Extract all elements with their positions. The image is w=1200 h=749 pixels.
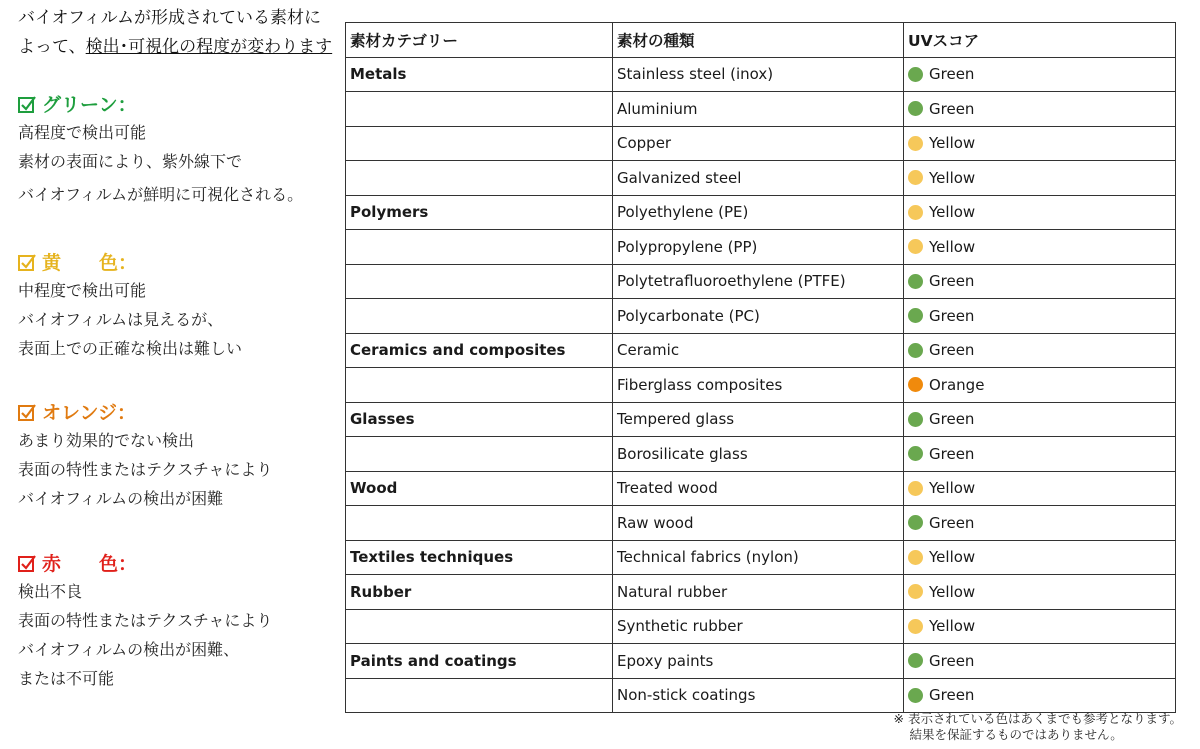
header-category: 素材カテゴリー (346, 23, 613, 58)
legend-yellow-line-2: バイオフィルムは見えるが、 (18, 310, 224, 329)
legend-red-line-4: または不可能 (18, 669, 115, 688)
table-row (346, 333, 1176, 368)
legend-red (18, 551, 338, 693)
cell-category (346, 264, 613, 299)
cell-uv-score (904, 575, 1176, 610)
cell-material: Polyethylene (PE) (613, 195, 904, 230)
score-dot-icon (908, 619, 923, 634)
score-dot-icon (908, 205, 923, 220)
uv-score (908, 203, 1175, 221)
legend-yellow-title (18, 250, 338, 276)
score-dot-icon (908, 239, 923, 254)
cell-material: Stainless steel (inox) (613, 57, 904, 92)
score-dot-icon (908, 343, 923, 358)
score-dot-icon (908, 67, 923, 82)
table-row (346, 609, 1176, 644)
cell-category: Glasses (346, 402, 613, 437)
score-dot-icon (908, 377, 923, 392)
legend-red-line-1: 検出不良 (18, 582, 83, 601)
score-label: Green (929, 65, 975, 84)
score-label: Green (929, 306, 975, 325)
score-label: Yellow (929, 617, 976, 636)
legend-orange-line-3: バイオフィルムの検出が困難 (18, 489, 224, 508)
legend-yellow (18, 250, 338, 363)
cell-material: Polytetrafluoroethylene (PTFE) (613, 264, 904, 299)
score-label: Yellow (929, 582, 976, 601)
cell-category: Rubber (346, 575, 613, 610)
cell-uv-score (904, 540, 1176, 575)
uv-score (908, 514, 1175, 532)
uv-score-table (345, 22, 1176, 713)
intro-text (18, 4, 348, 62)
cell-category: Metals (346, 57, 613, 92)
cell-uv-score (904, 195, 1176, 230)
score-dot-icon (908, 101, 923, 116)
cell-material: Galvanized steel (613, 161, 904, 196)
score-label: Green (929, 341, 975, 360)
legend-yellow-line-1: 中程度で検出可能 (18, 281, 147, 300)
cell-category (346, 609, 613, 644)
legend-yellow-line-3: 表面上での正確な検出は難しい (18, 339, 243, 358)
cell-uv-score (904, 609, 1176, 644)
legend-red-title (18, 551, 338, 577)
legend-red-label: 赤 色： (42, 553, 138, 575)
header-material: 素材の種類 (613, 23, 904, 58)
uv-score (908, 410, 1175, 428)
cell-uv-score (904, 644, 1176, 679)
intro-line-2-underlined: 検出･可視化の程度が変わります (85, 37, 333, 57)
cell-category: Wood (346, 471, 613, 506)
score-dot-icon (908, 274, 923, 289)
legend-orange-line-2: 表面の特性またはテクスチャにより (18, 460, 273, 479)
cell-category: Ceramics and composites (346, 333, 613, 368)
score-dot-icon (908, 481, 923, 496)
uv-score (908, 479, 1175, 497)
cell-material: Ceramic (613, 333, 904, 368)
cell-material: Aluminium (613, 92, 904, 127)
score-label: Green (929, 99, 975, 118)
legend-red-line-2: 表面の特性またはテクスチャにより (18, 611, 273, 630)
uv-score (908, 445, 1175, 463)
score-dot-icon (908, 688, 923, 703)
cell-category (346, 299, 613, 334)
cell-material: Borosilicate glass (613, 437, 904, 472)
legend-orange-title (18, 400, 338, 426)
score-dot-icon (908, 515, 923, 530)
cell-material: Fiberglass composites (613, 368, 904, 403)
cell-category (346, 506, 613, 541)
cell-material: Polycarbonate (PC) (613, 299, 904, 334)
cell-category (346, 368, 613, 403)
cell-uv-score (904, 368, 1176, 403)
legend-green (18, 92, 338, 209)
cell-uv-score (904, 57, 1176, 92)
score-label: Green (929, 686, 975, 705)
score-dot-icon (908, 412, 923, 427)
uv-score (908, 134, 1175, 152)
score-label: Green (929, 513, 975, 532)
table-header-row (346, 23, 1176, 58)
table-row (346, 506, 1176, 541)
score-dot-icon (908, 136, 923, 151)
score-label: Yellow (929, 168, 976, 187)
cell-material: Epoxy paints (613, 644, 904, 679)
cell-uv-score (904, 333, 1176, 368)
cell-uv-score (904, 230, 1176, 265)
uv-score (908, 686, 1175, 704)
table-row (346, 644, 1176, 679)
cell-material: Natural rubber (613, 575, 904, 610)
legend-green-line-3: バイオフィルムが鮮明に可視化される。 (18, 185, 304, 204)
score-dot-icon (908, 584, 923, 599)
cell-category: Polymers (346, 195, 613, 230)
score-label: Green (929, 410, 975, 429)
uv-score (908, 617, 1175, 635)
table-row (346, 195, 1176, 230)
table-row (346, 540, 1176, 575)
cell-material: Non-stick coatings (613, 678, 904, 713)
legend-green-line-2: 素材の表面により、紫外線下で (18, 152, 243, 171)
score-label: Orange (929, 375, 985, 394)
cell-uv-score (904, 92, 1176, 127)
score-label: Green (929, 444, 975, 463)
table-row (346, 575, 1176, 610)
cell-uv-score (904, 161, 1176, 196)
score-label: Green (929, 651, 975, 670)
intro-line-2 (18, 33, 348, 62)
uv-score (908, 272, 1175, 290)
legend-green-line-1: 高程度で検出可能 (18, 123, 147, 142)
cell-uv-score (904, 437, 1176, 472)
cell-uv-score (904, 678, 1176, 713)
cell-category (346, 161, 613, 196)
uv-score (908, 238, 1175, 256)
cell-category: Textiles techniques (346, 540, 613, 575)
table-row (346, 678, 1176, 713)
score-label: Yellow (929, 203, 976, 222)
uv-score (908, 169, 1175, 187)
legend-red-line-3: バイオフィルムの検出が困難、 (18, 640, 240, 659)
uv-score (908, 65, 1175, 83)
cell-uv-score (904, 126, 1176, 161)
score-dot-icon (908, 170, 923, 185)
score-dot-icon (908, 446, 923, 461)
table-row (346, 57, 1176, 92)
cell-uv-score (904, 506, 1176, 541)
table-row (346, 92, 1176, 127)
intro-line-2-prefix: よって、 (18, 37, 86, 57)
table-row (346, 368, 1176, 403)
table-row (346, 471, 1176, 506)
table-row (346, 437, 1176, 472)
score-label: Green (929, 272, 975, 291)
intro-line-1: バイオフィルムが形成されている素材に (18, 8, 321, 28)
disclaimer-line-2: 結果を保証するものではありません。 (909, 727, 1123, 742)
table-row (346, 299, 1176, 334)
cell-uv-score (904, 471, 1176, 506)
legend-orange (18, 400, 338, 513)
uv-score (908, 652, 1175, 670)
uv-score (908, 583, 1175, 601)
cell-material: Copper (613, 126, 904, 161)
checkbox-checked-icon (18, 555, 36, 573)
cell-material: Raw wood (613, 506, 904, 541)
cell-material: Technical fabrics (nylon) (613, 540, 904, 575)
cell-material: Polypropylene (PP) (613, 230, 904, 265)
cell-uv-score (904, 402, 1176, 437)
uv-score (908, 376, 1175, 394)
checkbox-checked-icon (18, 404, 36, 422)
score-label: Yellow (929, 548, 976, 567)
cell-category: Paints and coatings (346, 644, 613, 679)
table-row (346, 161, 1176, 196)
table-row (346, 230, 1176, 265)
cell-category (346, 437, 613, 472)
table-row (346, 126, 1176, 161)
uv-score (908, 100, 1175, 118)
legend-yellow-label: 黄 色： (42, 252, 138, 274)
uv-score (908, 307, 1175, 325)
score-dot-icon (908, 550, 923, 565)
disclaimer-line-1: ※ 表示されている色はあくまでも参考となります。 (893, 711, 1182, 726)
uv-score (908, 341, 1175, 359)
score-label: Yellow (929, 237, 976, 256)
cell-uv-score (904, 264, 1176, 299)
legend-green-title (18, 92, 338, 118)
cell-material: Synthetic rubber (613, 609, 904, 644)
score-dot-icon (908, 653, 923, 668)
cell-material: Treated wood (613, 471, 904, 506)
cell-material: Tempered glass (613, 402, 904, 437)
score-dot-icon (908, 308, 923, 323)
score-label: Yellow (929, 479, 976, 498)
legend-orange-line-1: あまり効果的でない検出 (18, 431, 195, 450)
table-row (346, 402, 1176, 437)
checkbox-checked-icon (18, 254, 36, 272)
header-uv-score: UVスコア (904, 23, 1176, 58)
cell-category (346, 92, 613, 127)
table-body (346, 57, 1176, 713)
cell-category (346, 230, 613, 265)
checkbox-checked-icon (18, 96, 36, 114)
disclaimer-note (894, 711, 1182, 743)
uv-score (908, 548, 1175, 566)
legend-green-label: グリーン： (42, 94, 137, 116)
score-label: Yellow (929, 134, 976, 153)
table-row (346, 264, 1176, 299)
legend-orange-label: オレンジ： (42, 402, 137, 424)
cell-uv-score (904, 299, 1176, 334)
cell-category (346, 678, 613, 713)
cell-category (346, 126, 613, 161)
